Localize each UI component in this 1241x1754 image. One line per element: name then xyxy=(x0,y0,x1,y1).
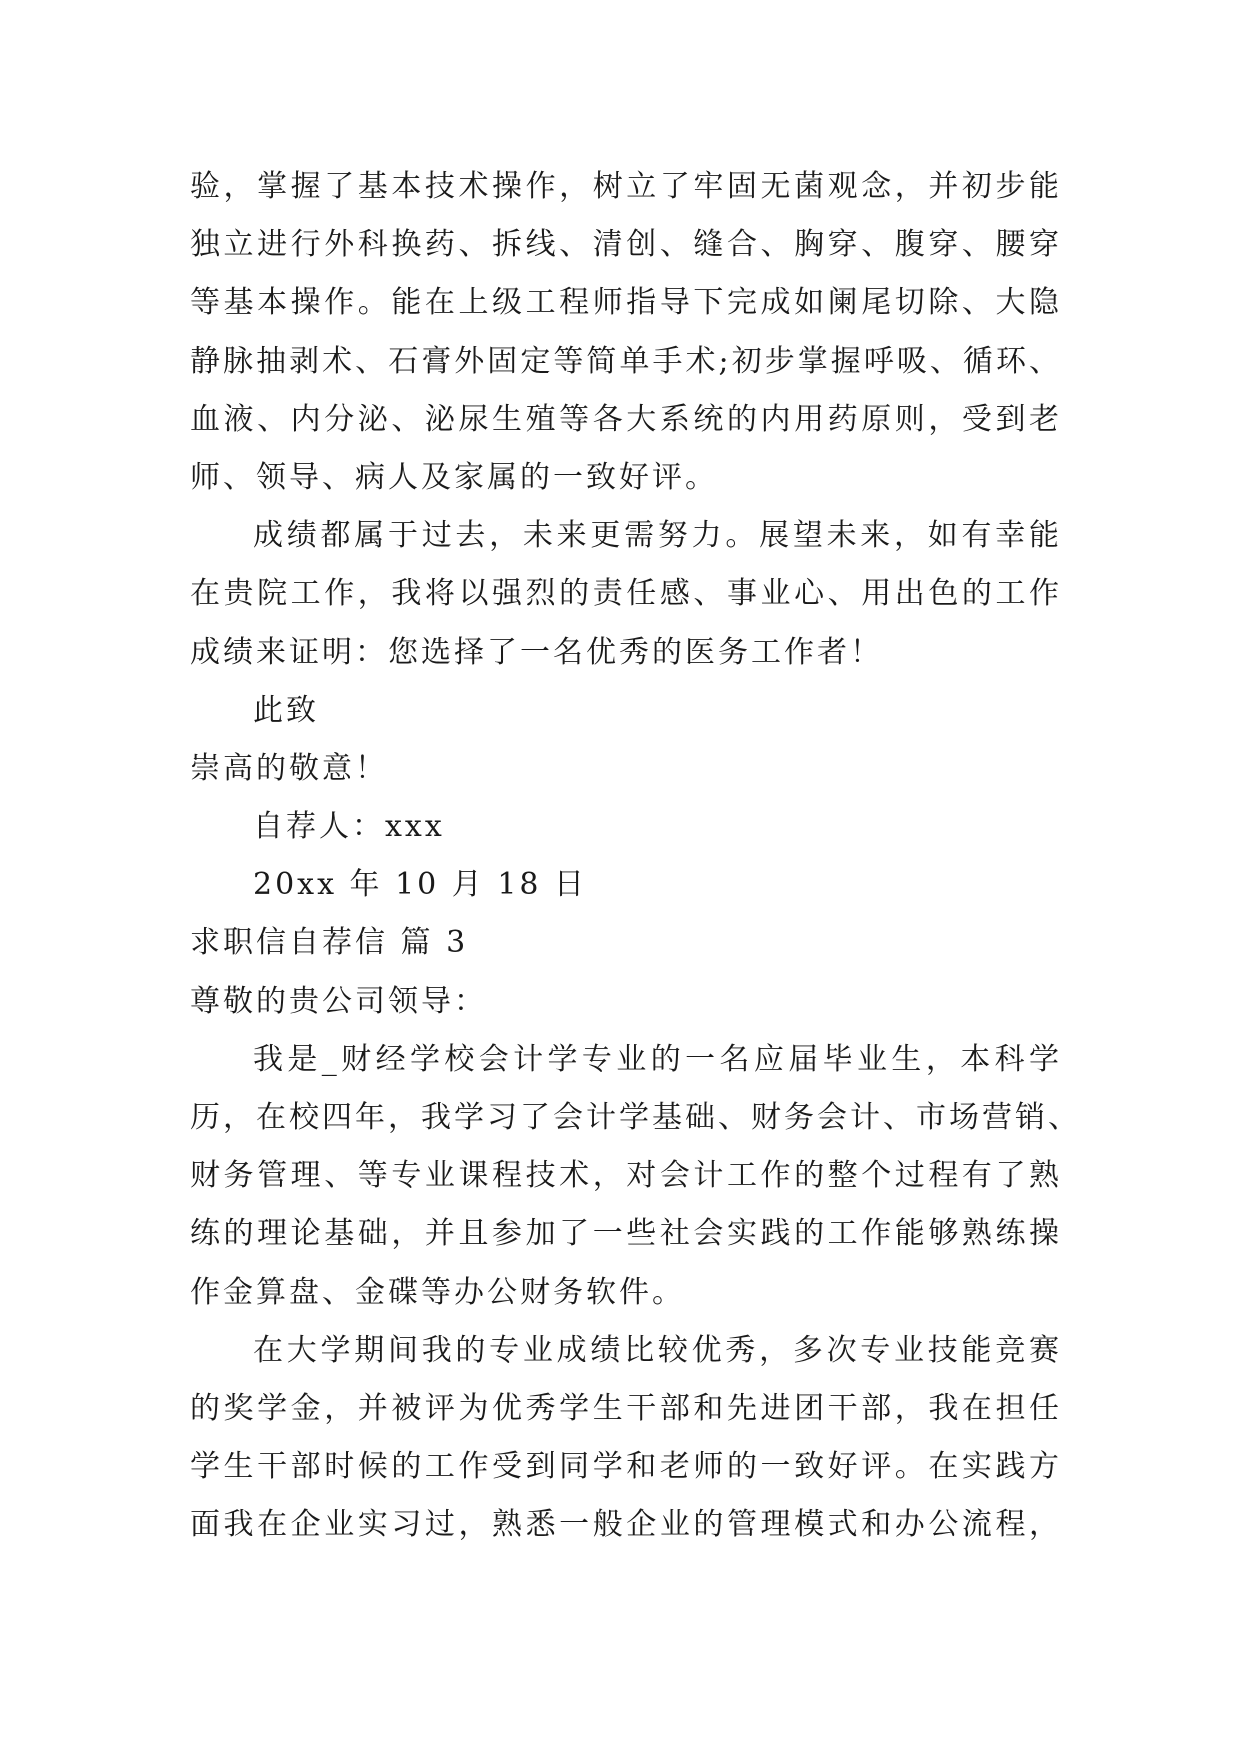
body-line: 财务管理、等专业课程技术，对会计工作的整个过程有了熟 xyxy=(190,1158,1062,1194)
body-line: 成绩来证明：您选择了一名优秀的医务工作者！ xyxy=(190,634,883,670)
signature-line: 自荐人：xxx xyxy=(253,809,445,845)
body-line: 师、领导、病人及家属的一致好评。 xyxy=(190,459,718,495)
body-line: 等基本操作。能在上级工程师指导下完成如阑尾切除、大隐 xyxy=(190,285,1062,321)
greeting-line: 尊敬的贵公司领导： xyxy=(190,983,487,1019)
closing-salutation: 此致 xyxy=(253,692,319,728)
body-line: 在贵院工作，我将以强烈的责任感、事业心、用出色的工作 xyxy=(190,576,1062,612)
paragraph-first-line: 成绩都属于过去，未来更需努力。展望未来，如有幸能 xyxy=(253,518,1062,554)
body-line: 面我在企业实习过，熟悉一般企业的管理模式和办公流程， xyxy=(190,1507,1062,1543)
body-line: 学生干部时候的工作受到同学和老师的一致好评。在实践方 xyxy=(190,1449,1062,1485)
body-line: 血液、内分泌、泌尿生殖等各大系统的内用药原则，受到老 xyxy=(190,401,1062,437)
body-line: 历，在校四年，我学习了会计学基础、财务会计、市场营销、 xyxy=(190,1100,1081,1135)
body-line: 静脉抽剥术、石膏外固定等简单手术;初步掌握呼吸、循环、 xyxy=(190,343,1062,379)
body-line: 练的理论基础，并且参加了一些社会实践的工作能够熟练操 xyxy=(190,1216,1062,1252)
paragraph-first-line: 我是_财经学校会计学专业的一名应届毕业生，本科学 xyxy=(253,1041,1062,1077)
paragraph-first-line: 在大学期间我的专业成绩比较优秀，多次专业技能竞赛 xyxy=(253,1332,1062,1368)
body-line: 作金算盘、金碟等办公财务软件。 xyxy=(190,1274,685,1310)
section-heading: 求职信自荐信 篇 3 xyxy=(190,925,469,961)
body-line: 验，掌握了基本技术操作，树立了牢固无菌观念，并初步能 xyxy=(190,169,1062,204)
closing-respect: 崇高的敬意！ xyxy=(190,750,388,786)
body-line: 独立进行外科换药、拆线、清创、缝合、胸穿、腹穿、腰穿 xyxy=(190,227,1062,263)
date-line: 20xx 年 10 月 18 日 xyxy=(253,867,588,903)
body-line: 的奖学金，并被评为优秀学生干部和先进团干部，我在担任 xyxy=(190,1390,1062,1426)
letter-body xyxy=(190,158,1081,1555)
